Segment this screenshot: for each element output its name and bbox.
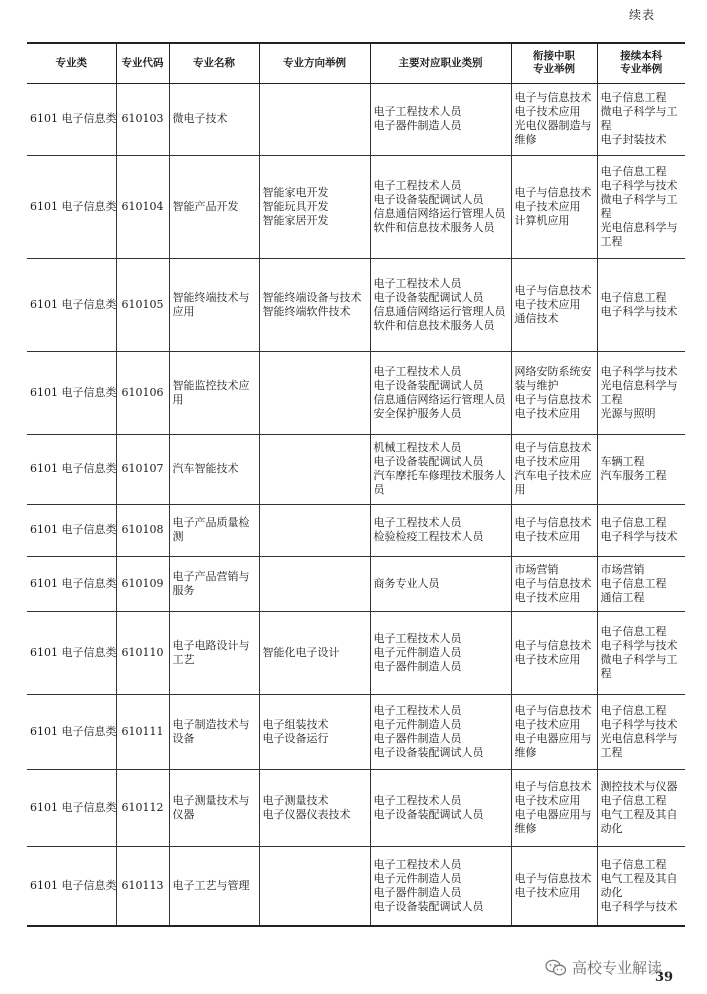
major-catalog-table <box>27 42 685 927</box>
cell-category: 6101 电子信息类 <box>27 504 116 556</box>
cell-directions <box>259 611 370 694</box>
cell-undergrad <box>597 694 685 769</box>
cell-occupations <box>370 694 511 769</box>
cell-name: 智能监控技术应用 <box>169 351 259 434</box>
col-header-line: 专业举例 <box>533 63 575 76</box>
cell-occupations-item: 信息通信网络运行管理人员 <box>373 206 506 220</box>
cell-category: 6101 电子信息类 <box>27 556 116 611</box>
cell-directions <box>259 155 370 258</box>
cell-occupations-item: 电子工程技术人员 <box>373 364 462 378</box>
cell-occupations-item: 电子工程技术人员 <box>373 631 462 645</box>
cell-undergrad-item: 电子科学与技术 <box>600 530 678 543</box>
col-header-name <box>169 43 259 83</box>
cell-undergrad <box>597 504 685 556</box>
cell-undergrad-item: 电子信息工程 <box>600 290 667 304</box>
cell-undergrad <box>597 83 685 155</box>
cell-occupations-item: 电子设备装配调试人员 <box>373 745 484 759</box>
cell-undergrad-item: 电子信息工程 <box>600 857 667 871</box>
cell-directions <box>259 258 370 351</box>
cell-occupations <box>370 351 511 434</box>
cell-secondary-item: 通信技术 <box>514 311 559 325</box>
wechat-icon <box>545 959 567 977</box>
cell-undergrad-item: 市场营销 <box>600 562 645 576</box>
cell-occupations-item: 电子器件制造人员 <box>373 119 462 132</box>
cell-directions <box>259 351 370 434</box>
col-header-line: 专业方向举例 <box>283 56 346 69</box>
cell-name: 智能终端技术与应用 <box>169 258 259 351</box>
cell-undergrad-item: 微电子科学与工程 <box>600 192 678 220</box>
cell-secondary-item: 计算机应用 <box>514 213 570 227</box>
cell-directions <box>259 504 370 556</box>
cell-category: 6101 电子信息类 <box>27 611 116 694</box>
cell-directions-item: 智能家电开发 <box>262 185 329 199</box>
cell-occupations-item: 电子设备装配调试人员 <box>373 899 484 913</box>
page-number: 39 <box>655 970 674 985</box>
cell-occupations-item: 电子元件制造人员 <box>373 645 462 659</box>
cell-secondary-item: 电子与信息技术 <box>514 441 592 454</box>
cell-occupations-item: 电子工程技术人员 <box>373 857 462 871</box>
cell-directions <box>259 83 370 155</box>
cell-name: 电子电路设计与工艺 <box>169 611 259 694</box>
table-row <box>27 611 685 694</box>
cell-name: 智能产品开发 <box>169 155 259 258</box>
cell-undergrad-item: 电子科学与技术 <box>600 638 678 652</box>
cell-undergrad-item: 电子信息工程 <box>600 703 667 717</box>
cell-occupations-item: 汽车摩托车修理技术服务人员 <box>373 469 506 496</box>
col-header-line: 专业类 <box>55 56 87 69</box>
cell-code: 610110 <box>116 611 169 694</box>
cell-occupations-item: 电子设备装配调试人员 <box>373 455 484 468</box>
cell-occupations <box>370 155 511 258</box>
cell-code: 610107 <box>116 434 169 504</box>
cell-undergrad-item: 电子科学与技术 <box>600 717 678 731</box>
cell-occupations <box>370 611 511 694</box>
cell-undergrad-item: 光电信息科学与工程 <box>600 731 678 759</box>
cell-code: 610112 <box>116 769 169 846</box>
table-row <box>27 83 685 155</box>
cell-code: 610105 <box>116 258 169 351</box>
cell-undergrad-item: 电子信息工程 <box>600 793 667 807</box>
cell-occupations-item: 电子设备装配调试人员 <box>373 192 484 206</box>
cell-undergrad-item: 电子信息工程 <box>600 576 667 590</box>
cell-occupations-item: 电子设备装配调试人员 <box>373 378 484 392</box>
cell-category: 6101 电子信息类 <box>27 258 116 351</box>
cell-secondary-item: 汽车电子技术应用 <box>514 469 592 496</box>
cell-occupations-item: 电子工程技术人员 <box>373 703 462 717</box>
table-header-row <box>27 43 685 83</box>
cell-occupations-item: 电子工程技术人员 <box>373 793 462 807</box>
table-row <box>27 846 685 926</box>
cell-category: 6101 电子信息类 <box>27 846 116 926</box>
cell-occupations-item: 电子工程技术人员 <box>373 276 462 290</box>
cell-name: 电子测量技术与仪器 <box>169 769 259 846</box>
cell-directions <box>259 694 370 769</box>
cell-secondary-item: 电子与信息技术 <box>514 638 592 652</box>
cell-secondary-item: 光电仪器制造与维修 <box>514 119 592 146</box>
cell-undergrad-item: 微电子科学与工程 <box>600 652 678 680</box>
cell-secondary-item: 电子技术应用 <box>514 406 581 420</box>
cell-secondary <box>511 351 597 434</box>
cell-secondary-item: 电子与信息技术 <box>514 516 592 529</box>
cell-secondary-item: 电子与信息技术 <box>514 392 592 406</box>
cell-occupations <box>370 556 511 611</box>
cell-category: 6101 电子信息类 <box>27 155 116 258</box>
cell-code: 610104 <box>116 155 169 258</box>
cell-secondary <box>511 556 597 611</box>
cell-undergrad <box>597 155 685 258</box>
cell-occupations-item: 电子器件制造人员 <box>373 659 462 673</box>
cell-category: 6101 电子信息类 <box>27 434 116 504</box>
cell-name: 汽车智能技术 <box>169 434 259 504</box>
col-header-secondary <box>511 43 597 83</box>
cell-undergrad-item: 光电信息科学与工程 <box>600 220 678 248</box>
col-header-category <box>27 43 116 83</box>
col-header-line: 专业代码 <box>121 56 164 69</box>
cell-occupations <box>370 846 511 926</box>
cell-category: 6101 电子信息类 <box>27 694 116 769</box>
cell-undergrad-item: 车辆工程 <box>600 455 645 468</box>
cell-secondary <box>511 611 597 694</box>
cell-undergrad-item: 电子封装技术 <box>600 133 667 146</box>
table-row <box>27 434 685 504</box>
cell-undergrad-item: 电气工程及其自动化 <box>600 807 678 835</box>
col-header-line: 专业举例 <box>620 63 663 76</box>
cell-occupations-item: 信息通信网络运行管理人员 <box>373 304 506 318</box>
cell-category: 6101 电子信息类 <box>27 351 116 434</box>
col-header-line: 接续本科 <box>620 50 663 63</box>
cell-occupations-item: 软件和信息技术服务人员 <box>373 220 495 234</box>
cell-undergrad-item: 光电信息科学与工程 <box>600 378 678 406</box>
cell-occupations <box>370 434 511 504</box>
cell-occupations <box>370 83 511 155</box>
cell-secondary-item: 电子电器应用与维修 <box>514 731 592 759</box>
cell-secondary <box>511 258 597 351</box>
cell-occupations-item: 电子工程技术人员 <box>373 516 462 529</box>
cell-directions-item: 智能终端设备与技术 <box>262 290 362 304</box>
cell-undergrad <box>597 846 685 926</box>
table-row <box>27 694 685 769</box>
cell-code: 610106 <box>116 351 169 434</box>
cell-secondary <box>511 155 597 258</box>
cell-undergrad-item: 电子科学与技术 <box>600 364 678 378</box>
cell-occupations-item: 电子元件制造人员 <box>373 717 462 731</box>
cell-occupations-item: 检验检疫工程技术人员 <box>373 530 484 543</box>
cell-occupations-item: 电子器件制造人员 <box>373 731 462 745</box>
cell-occupations-item: 电子设备装配调试人员 <box>373 290 484 304</box>
cell-undergrad-item: 测控技术与仪器 <box>600 779 678 793</box>
cell-secondary <box>511 846 597 926</box>
cell-undergrad-item: 电子信息工程 <box>600 91 667 104</box>
cell-directions-item: 智能终端软件技术 <box>262 304 351 318</box>
cell-occupations-item: 电子工程技术人员 <box>373 105 462 118</box>
table-row <box>27 504 685 556</box>
cell-name: 电子产品营销与服务 <box>169 556 259 611</box>
cell-code: 610111 <box>116 694 169 769</box>
cell-occupations-item: 商务专业人员 <box>373 576 440 590</box>
cell-occupations <box>370 504 511 556</box>
cell-secondary-item: 电子与信息技术 <box>514 871 592 885</box>
col-header-line: 专业名称 <box>193 56 235 69</box>
cell-secondary-item: 电子技术应用 <box>514 455 581 468</box>
cell-name: 电子产品质量检测 <box>169 504 259 556</box>
cell-directions <box>259 434 370 504</box>
col-header-directions <box>259 43 370 83</box>
cell-secondary-item: 电子技术应用 <box>514 530 581 543</box>
cell-directions-item: 智能化电子设计 <box>262 645 340 659</box>
cell-undergrad-item: 光源与照明 <box>600 406 656 420</box>
cell-secondary-item: 电子技术应用 <box>514 717 581 731</box>
cell-secondary-item: 电子技术应用 <box>514 105 581 118</box>
cell-category: 6101 电子信息类 <box>27 83 116 155</box>
cell-occupations-item: 电子设备装配调试人员 <box>373 807 484 821</box>
watermark-text: 高校专业解读 <box>572 959 663 977</box>
cell-undergrad <box>597 769 685 846</box>
cell-occupations-item: 电子器件制造人员 <box>373 885 462 899</box>
cell-category: 6101 电子信息类 <box>27 769 116 846</box>
col-header-code <box>116 43 169 83</box>
cell-undergrad-item: 电子科学与技术 <box>600 178 678 192</box>
cell-undergrad-item: 电气工程及其自动化 <box>600 871 678 899</box>
cell-directions-item: 电子组装技术 <box>262 717 329 731</box>
cell-undergrad-item: 微电子科学与工程 <box>600 105 678 132</box>
col-header-undergrad <box>597 43 685 83</box>
cell-occupations-item: 安全保护服务人员 <box>373 406 462 420</box>
cell-undergrad-item: 电子科学与技术 <box>600 899 678 913</box>
cell-directions-item: 智能玩具开发 <box>262 199 329 213</box>
cell-secondary <box>511 694 597 769</box>
cell-undergrad-item: 电子信息工程 <box>600 624 667 638</box>
table-row <box>27 351 685 434</box>
cell-occupations-item: 电子工程技术人员 <box>373 178 462 192</box>
cell-directions <box>259 846 370 926</box>
cell-undergrad <box>597 351 685 434</box>
cell-secondary-item: 电子与信息技术 <box>514 779 592 793</box>
cell-directions-item: 电子测量技术 <box>262 793 329 807</box>
cell-secondary-item: 市场营销 <box>514 562 559 576</box>
cell-secondary <box>511 434 597 504</box>
cell-secondary <box>511 504 597 556</box>
watermark <box>545 957 662 978</box>
cell-undergrad-item: 电子信息工程 <box>600 516 667 529</box>
cell-occupations <box>370 258 511 351</box>
cell-occupations-item: 信息通信网络运行管理人员 <box>373 392 506 406</box>
col-header-line: 主要对应职业类别 <box>398 56 483 69</box>
cell-secondary-item: 电子技术应用 <box>514 199 581 213</box>
cell-secondary-item: 电子技术应用 <box>514 590 581 604</box>
col-header-occupations <box>370 43 511 83</box>
cell-secondary-item: 电子技术应用 <box>514 885 581 899</box>
cell-secondary <box>511 769 597 846</box>
cell-code: 610108 <box>116 504 169 556</box>
cell-name: 电子制造技术与设备 <box>169 694 259 769</box>
cell-occupations <box>370 769 511 846</box>
cell-occupations-item: 电子元件制造人员 <box>373 871 462 885</box>
cell-secondary-item: 电子与信息技术 <box>514 283 592 297</box>
cell-directions <box>259 769 370 846</box>
cell-directions-item: 电子设备运行 <box>262 731 329 745</box>
cell-code: 610103 <box>116 83 169 155</box>
cell-code: 610113 <box>116 846 169 926</box>
cell-secondary-item: 电子与信息技术 <box>514 91 592 104</box>
table-row <box>27 769 685 846</box>
cell-directions <box>259 556 370 611</box>
cell-secondary-item: 电子与信息技术 <box>514 576 592 590</box>
cell-name: 电子工艺与管理 <box>169 846 259 926</box>
continued-label: 续表 <box>629 8 656 22</box>
cell-secondary-item: 电子与信息技术 <box>514 703 592 717</box>
table-row <box>27 258 685 351</box>
cell-undergrad <box>597 556 685 611</box>
table-row <box>27 155 685 258</box>
cell-code: 610109 <box>116 556 169 611</box>
cell-secondary <box>511 83 597 155</box>
cell-secondary-item: 电子技术应用 <box>514 793 581 807</box>
cell-secondary-item: 电子技术应用 <box>514 297 581 311</box>
cell-secondary-item: 网络安防系统安装与维护 <box>514 364 592 392</box>
cell-secondary-item: 电子技术应用 <box>514 652 581 666</box>
cell-undergrad <box>597 611 685 694</box>
col-header-line: 衔接中职 <box>533 50 575 63</box>
cell-undergrad-item: 汽车服务工程 <box>600 469 667 482</box>
cell-directions-item: 电子仪器仪表技术 <box>262 807 351 821</box>
cell-secondary-item: 电子与信息技术 <box>514 185 592 199</box>
cell-directions-item: 智能家居开发 <box>262 213 329 227</box>
cell-secondary-item: 电子电器应用与维修 <box>514 807 592 835</box>
cell-name: 微电子技术 <box>169 83 259 155</box>
cell-undergrad-item: 电子科学与技术 <box>600 304 678 318</box>
cell-occupations-item: 机械工程技术人员 <box>373 441 462 454</box>
cell-undergrad-item: 电子信息工程 <box>600 164 667 178</box>
cell-undergrad <box>597 258 685 351</box>
cell-undergrad-item: 通信工程 <box>600 590 645 604</box>
cell-occupations-item: 软件和信息技术服务人员 <box>373 318 495 332</box>
table-row <box>27 556 685 611</box>
cell-undergrad <box>597 434 685 504</box>
